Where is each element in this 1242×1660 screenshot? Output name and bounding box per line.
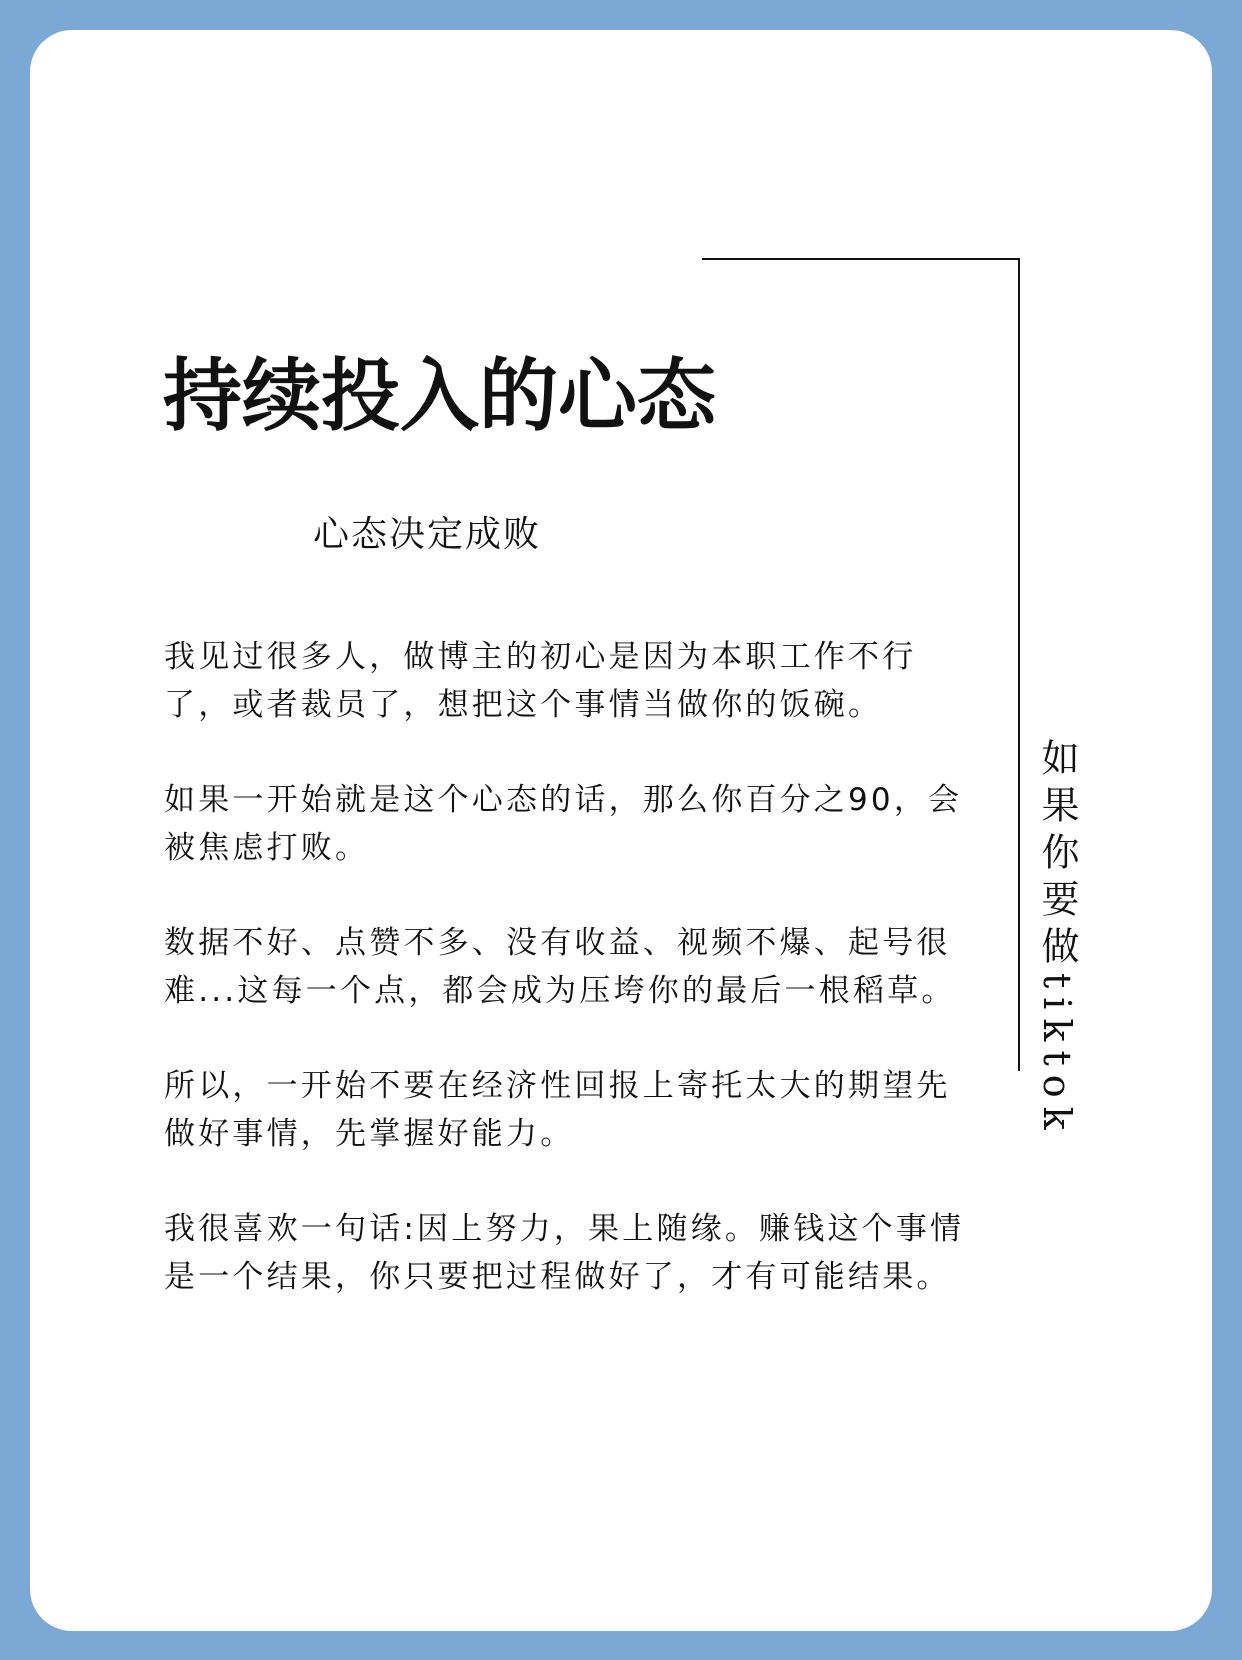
frame-line-right bbox=[1018, 258, 1020, 1071]
paragraph-line: 难...这每一个点，都会成为压垮你的最后一根稻草。 bbox=[164, 973, 956, 1009]
paragraph-line: 被焦虑打败。 bbox=[164, 830, 370, 866]
paragraph bbox=[164, 633, 984, 729]
paragraph-line: 做好事情，先掌握好能力。 bbox=[164, 1116, 575, 1152]
vertical-tagline: 如果你要做tiktok bbox=[1035, 738, 1079, 1139]
paragraph-line: 了，或者裁员了，想把这个事情当做你的饭碗。 bbox=[164, 687, 883, 723]
article-body bbox=[164, 633, 984, 1348]
paragraph-line: 所以，一开始不要在经济性回报上寄托太大的期望先 bbox=[164, 1068, 951, 1104]
frame-line-top bbox=[702, 258, 1020, 260]
paragraph-line: 是一个结果，你只要把过程做好了，才有可能结果。 bbox=[164, 1259, 951, 1295]
paragraph bbox=[164, 1205, 984, 1301]
paragraph bbox=[164, 776, 984, 872]
page-subtitle: 心态决定成败 bbox=[313, 514, 542, 555]
paragraph-line: 如果一开始就是这个心态的话，那么你百分之90，会 bbox=[164, 782, 963, 818]
paragraph bbox=[164, 1062, 984, 1158]
paragraph bbox=[164, 919, 984, 1015]
paragraph-line: 数据不好、点赞不多、没有收益、视频不爆、起号很 bbox=[164, 925, 951, 961]
page-title: 持续投入的心态 bbox=[163, 349, 716, 442]
paragraph-line: 我见过很多人，做博主的初心是因为本职工作不行 bbox=[164, 639, 917, 675]
paragraph-line: 我很喜欢一句话:因上努力，果上随缘。赚钱这个事情 bbox=[164, 1211, 965, 1247]
